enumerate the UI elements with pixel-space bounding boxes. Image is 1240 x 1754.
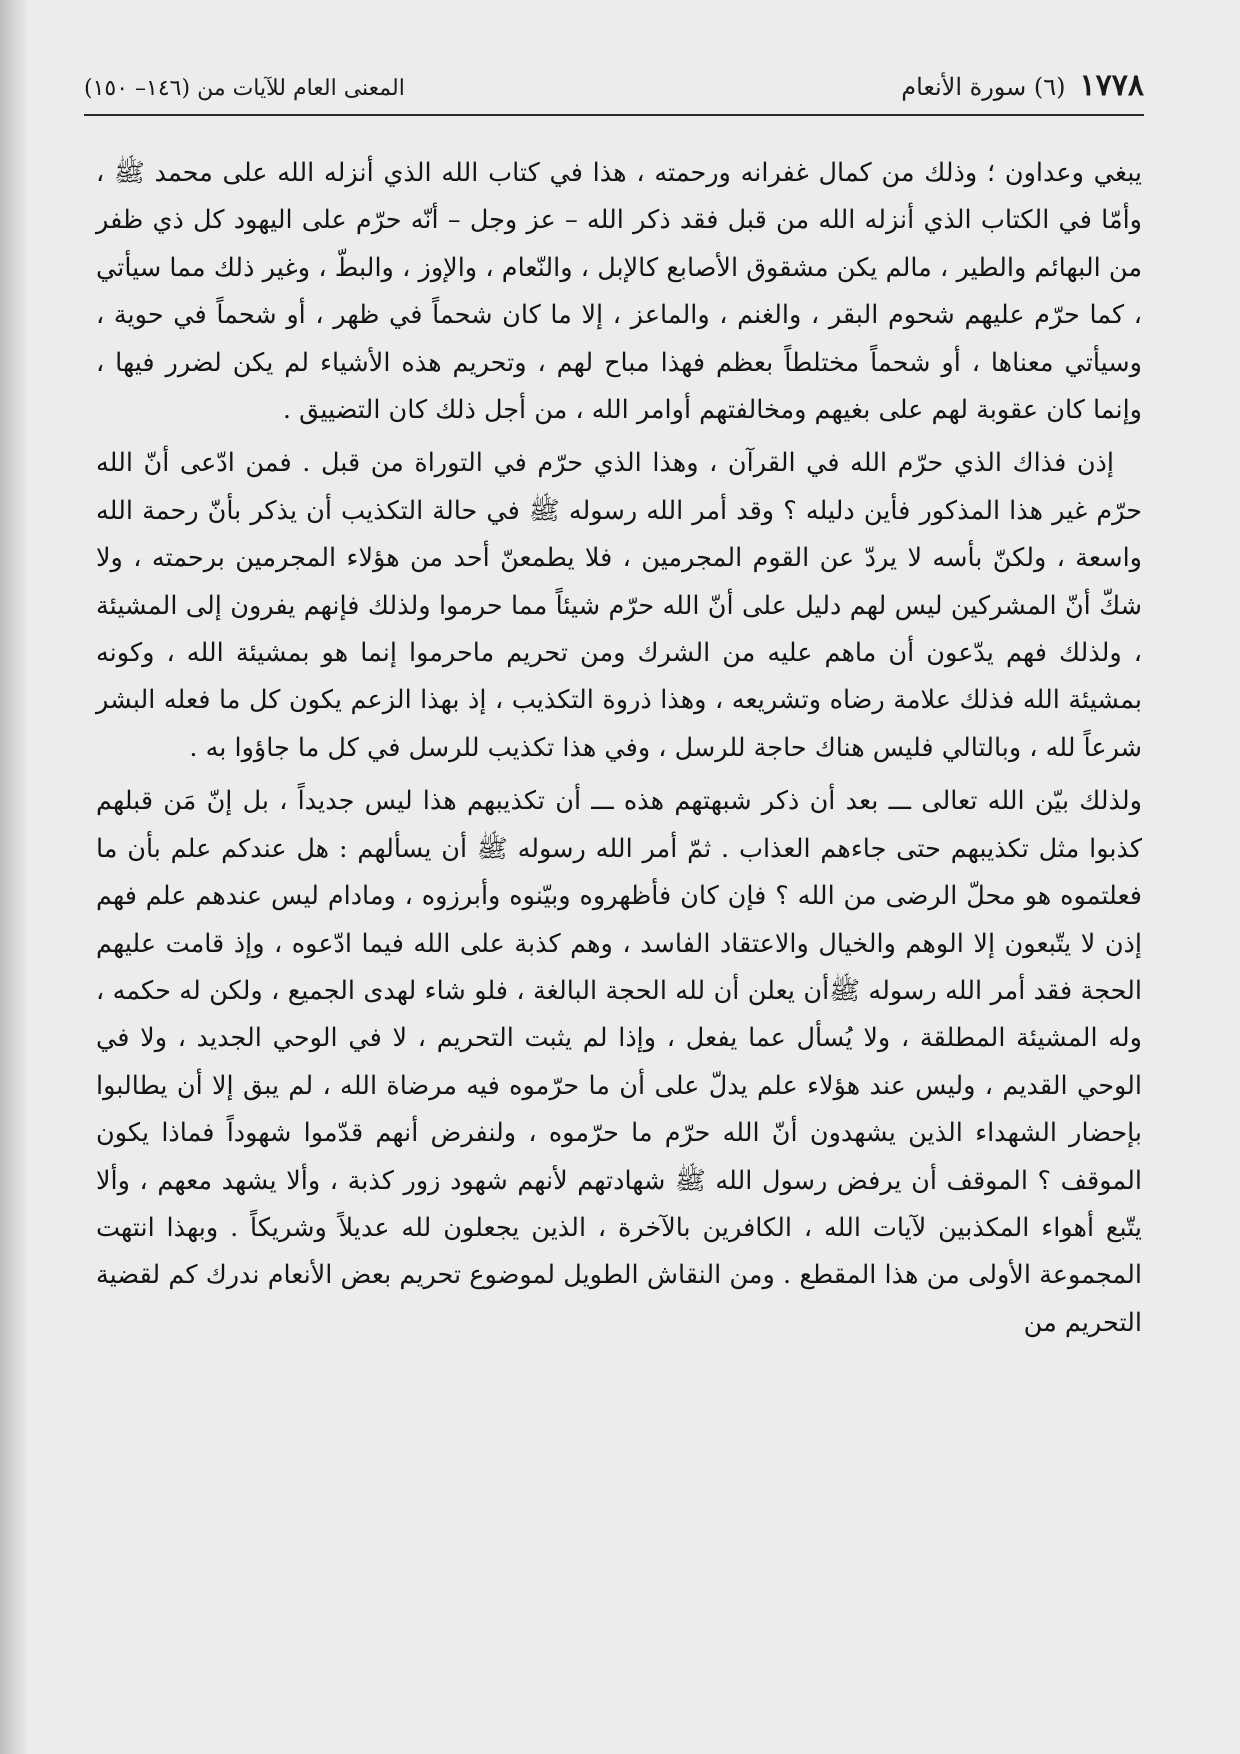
running-header <box>84 68 1144 108</box>
book-spine-shadow <box>0 0 26 1754</box>
header-right-group <box>901 68 1144 103</box>
page-number: ١٧٧٨ <box>1079 68 1144 103</box>
paragraph: يبغي وعداون ؛ وذلك من كمال غفرانه ورحمته ، هذا في كتاب الله الذي أنزله الله على محمد ﷺ ، وأمّا في الكتاب الذي أنزله الله من قبل فقد ذكر الله – عز وجل – أنّه حرّم على اليهود كل ذي ظفر من البهائم والطير ، مالم يكن مشقوق الأصابع كالإبل ، والنّعام ، والإوز ، والبطّ ، وغير ذلك مما سيأتي ، كما حرّم عليهم شحوم البقر ، والغنم ، والماعز ، إلا ما كان شحماً في ظهر ، أو شحماً في حوية ، وسيأتي معناها ، أو شحماً مختلطاً بعظم فهذا مباح لهم ، وتحريم هذه الأشياء لم يكن لضرر فيها ، وإنما كان عقوبة لهم على بغيهم ومخالفتهم أوامر الله ، من أجل ذلك كان التضييق . <box>96 158 1142 426</box>
surah-title: (٦) سورة الأنعام <box>901 73 1066 101</box>
body-text <box>96 150 1142 1347</box>
header-divider <box>84 114 1144 116</box>
paragraph: إذن فذاك الذي حرّم الله في القرآن ، وهذا الذي حرّم في التوراة من قبل . فمن ادّعى أنّ الله حرّم غير هذا المذكور فأين دليله ؟ وقد أمر الله رسوله ﷺ في حالة التكذيب أن يذكر بأنّ رحمة الله واسعة ، ولكنّ بأسه لا يردّ عن القوم المجرمين ، فلا يطمعنّ أحد من هؤلاء المجرمين برحمته ، ولا شكّ أنّ المشركين ليس لهم دليل على أنّ الله حرّم شيئاً مما حرموا ولذلك فإنهم يفرون إلى المشيئة ، ولذلك فهم يدّعون أن ماهم عليه من الشرك ومن تحريم ماحرموا إنما هو بمشيئة الله ، وكونه بمشيئة الله فذلك علامة رضاه وتشريعه ، وهذا ذروة التكذيب ، إذ بهذا الزعم يكون كل ما فعله البشر شرعاً لله ، وبالتالي فليس هناك حاجة للرسل ، وفي هذا تكذيب للرسل في كل ما جاؤوا به . <box>96 448 1142 763</box>
paragraph: ولذلك بيّن الله تعالى ـــ بعد أن ذكر شبهتهم هذه ـــ أن تكذيبهم هذا ليس جديداً ، بل إنّ مَن قبلهم كذبوا مثل تكذيبهم حتى جاءهم العذاب . ثمّ أمر الله رسوله ﷺ أن يسألهم : هل عندكم علم بأن ما فعلتموه هو محلّ الرضى من الله ؟ فإن كان فأظهروه وبيّنوه وأبرزوه ، ومادام ليس عندهم علم فهم إذن لا يتّبعون إلا الوهم والخيال والاعتقاد الفاسد ، وهم كذبة على الله فيما ادّعوه ، وإذ قامت عليهم الحجة فقد أمر الله رسوله ﷺأن يعلن أن لله الحجة البالغة ، فلو شاء لهدى الجميع ، ولكن له حكمه ، وله المشيئة المطلقة ، ولا يُسأل عما يفعل ، وإذا لم يثبت التحريم ، لا في الوحي الجديد ، ولا في الوحي القديم ، وليس عند هؤلاء علم يدلّ على أن ما حرّموه فيه مرضاة الله ، لم يبق إلا أن يطالبوا بإحضار الشهداء الذين يشهدون أنّ الله حرّم ما حرّموه ، ولنفرض أنهم قدّموا شهوداً فماذا يكون الموقف ؟ الموقف أن يرفض رسول الله ﷺ شهادتهم لأنهم شهود زور كذبة ، وألا يشهد معهم ، وألا يتّبع أهواء المكذبين لآيات الله ، الكافرين بالآخرة ، الذين يجعلون لله عديلاً وشريكاً . وبهذا انتهت المجموعة الأولى من هذا المقطع . ومن النقاش الطويل لموضوع تحريم بعض الأنعام ندرك كم لقضية التحريم من <box>96 786 1142 1338</box>
section-title: المعنى العام للآيات من (١٤٦– ١٥٠) <box>84 76 405 101</box>
